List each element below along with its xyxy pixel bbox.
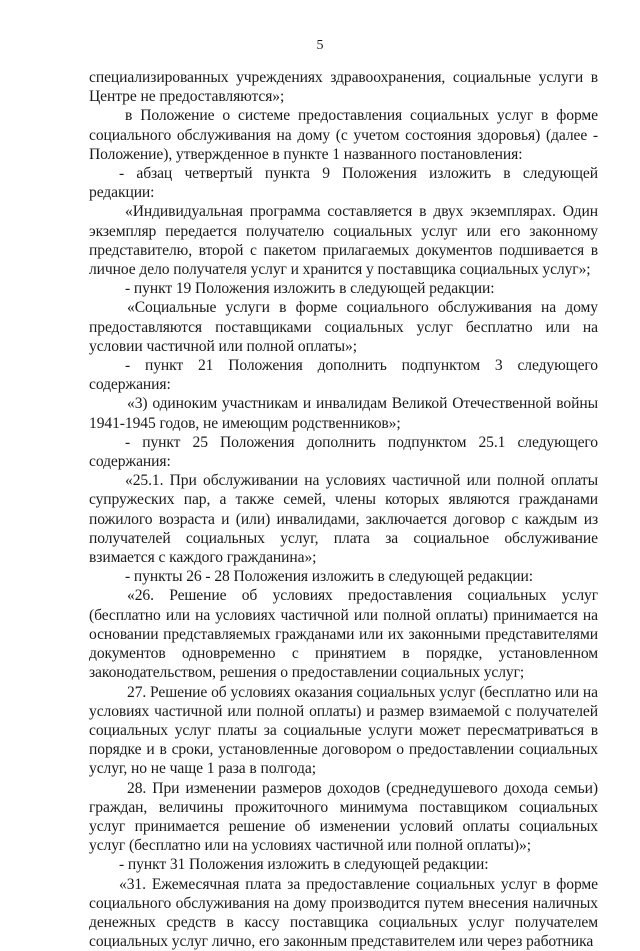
page-number: 5 xyxy=(316,38,324,53)
paragraph: «25.1. При обслуживании на условиях частичной или полной оплаты супружеских пар, а также семей, члены которых являются гражданами пожилого возраста и (или) инвалидами, заключается договор с каждым из получателей социальных услуг, плата за социальное обслуживание взимается с каждого гражданина»; xyxy=(89,472,598,567)
document-body xyxy=(89,68,598,951)
paragraph: - пункты 26 - 28 Положения изложить в следующей редакции: xyxy=(125,568,533,586)
paragraph: 28. При изменении размеров доходов (среднедушевого дохода семьи) граждан, величины прожиточного минимума поставщиком социальных услуг принимается решение об изменении условий оплаты социальных услуг (бесплатно или на условиях частичной или полной оплаты)»; xyxy=(89,779,598,855)
paragraph: «31. Ежемесячная плата за предоставление социальных услуг в форме социального обслуживания на дому производится путем внесения наличных денежных средств в кассу поставщика социальных услуг получателем социальных услуг лично, его законным представителем или через работника xyxy=(89,875,598,951)
paragraph: - пункт 25 Положения дополнить подпунктом 25.1 следующего содержания: xyxy=(89,433,598,471)
paragraph: «26. Решение об условиях предоставления социальных услуг (бесплатно или на условиях частичной или полной оплаты) принимается на основании представляемых гражданами или их законными представителями документов одновременно с принятием в порядке, установленном законодательством, решения о предоставлении социальных услуг; xyxy=(89,587,598,682)
paragraph: - пункт 19 Положения изложить в следующей редакции: xyxy=(125,280,495,298)
paragraph: - пункт 21 Положения дополнить подпунктом 3 следующего содержания: xyxy=(89,357,598,394)
paragraph: «3) одиноким участникам и инвалидам Великой Отечественной войны 1941-1945 годов, не имеющим родственников»; xyxy=(89,395,598,432)
paragraph: в Положение о системе предоставления социальных услуг в форме социального обслуживания на дому (с учетом состояния здоровья) (далее - Положение), утвержденное в пункте 1 названного постановления: xyxy=(89,107,598,163)
paragraph: «Индивидуальная программа составляется в двух экземплярах. Один экземпляр передается получателю социальных услуг или его законному представителю, второй с пакетом прилагаемых документов подшивается в личное дело получателя услуг и хранится у поставщика социальных услуг»; xyxy=(89,203,598,279)
paragraph: специализированных учреждениях здравоохранения, социальные услуги в Центре не предоставляются»; xyxy=(89,69,598,106)
paragraph: - пункт 31 Положения изложить в следующей редакции: xyxy=(119,856,489,874)
paragraph: «Социальные услуги в форме социального обслуживания на дому предоставляются поставщиками социальных услуг бесплатно или на условии частичной или полной оплаты»; xyxy=(89,299,598,355)
paragraph: - абзац четвертый пункта 9 Положения изложить в следующей редакции: xyxy=(89,165,598,202)
paragraph: 27. Решение об условиях оказания социальных услуг (бесплатно или на условиях частичной или полной оплаты) и размер взимаемой с получателей социальных услуг платы за социальные услуги может пересматриваться в порядке и в сроки, установленные договором о предоставлении социальных услуг, но не чаще 1 раза в полгода; xyxy=(89,683,598,778)
